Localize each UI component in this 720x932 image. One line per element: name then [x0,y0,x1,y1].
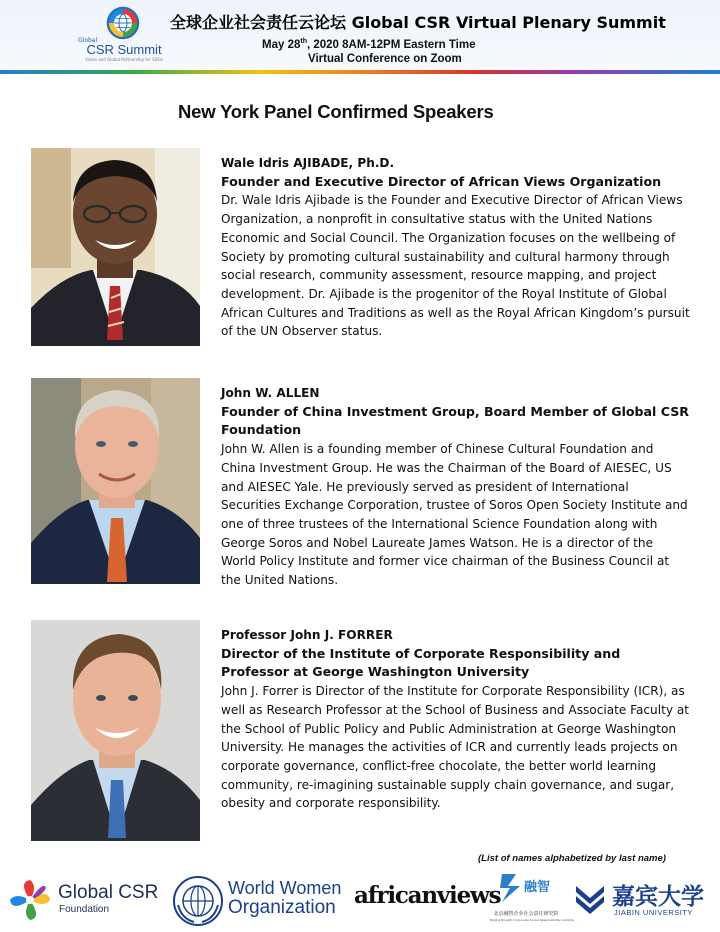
world-women-organization-logo [172,868,344,930]
speaker-role: Founder and Executive Director of African Views Organization [221,173,662,189]
jiabin-en-name: JIABIN UNIVERSITY [614,908,693,917]
jiabin-emblem-icon [572,880,608,916]
date-suffix: th [300,38,307,45]
rongzhi-mark-icon [498,870,524,904]
pinwheel-icon [8,878,52,922]
globe-icon [106,6,140,40]
logo-tagline: Vision and Global Partnership for SDGs [85,57,163,62]
rongzhi-institute-logo [490,868,574,930]
summit-title: 全球企业社会责任云论坛 Global CSR Virtual Plenary Summit [170,13,666,32]
wwo-line-2: Organization [228,897,336,918]
un-wreath-globe-icon [172,875,224,927]
africanviews-logo [354,868,501,930]
date-time: , 2020 8AM-12PM Eastern Time [306,38,476,51]
jiabin-university-logo [572,868,718,930]
jiabin-cn-name: 嘉宾大学 [612,884,704,910]
rongzhi-mark-text: 融智 [524,880,551,895]
global-csr-summit-logo [78,6,168,66]
speaker-role: Founder of China Investment Group, Board Member of Global CSR Foundation [221,403,690,438]
rainbow-divider [0,70,720,74]
section-title: New York Panel Confirmed Speakers [178,101,494,122]
speaker-bio: John J. Forrer is Director of the Institute for Corporate Responsibility (ICR), as well as Research Professor at the School of Business and Associate Faculty at the School of Public Policy and Public Administration at George Washington University. He manages the activities of ICR and currently leads projects on corporate governance, conflict-free chocolate, the better world learning community, re-imagining sustainable supply chain governance, and sugar, obesity and corporate responsibility. [221,684,689,811]
date-day: May 28 [262,38,301,51]
logo-global-label: Global [78,37,98,44]
africanviews-logo-text: africanviews [354,882,501,909]
rongzhi-en-name: Beijing Rongzhi Corporate Social Responsibility Institute [490,918,574,922]
speaker-photo-ajibade [31,148,200,346]
speaker-info-forrer [221,626,691,813]
gcsr-logo-text: Global CSR [58,882,159,903]
page-header [0,0,720,70]
summit-date [262,38,476,51]
speaker-bio: John W. Allen is a founding member of Chinese Cultural Foundation and China Investment Group. He was the Chairman of the Board of AIESEC, US and AIESEC Yale. He previously served as president of International Securities Exchange Corporation, trustee of Soros Open Society Institute and one of three trustees of the International Science Foundation along with George Soros and Nobel Laureate James Watson. He is a director of the World Policy Institute and former vice chairman of the Business Council at the United Nations. [221,442,688,588]
logo-name: CSR Summit [86,42,162,57]
gcsr-logo-sub: Foundation [59,904,110,915]
speaker-name: Professor John J. FORRER [221,628,393,642]
wwo-line-1: World Women [228,878,342,898]
summit-venue: Virtual Conference on Zoom [308,53,462,65]
speaker-info-allen [221,384,691,590]
speaker-name: John W. ALLEN [221,386,320,400]
speaker-photo-forrer [31,620,200,841]
speaker-photo-allen [31,378,200,584]
alphabetized-note: (List of names alphabetized by last name) [478,853,666,864]
speaker-bio: Dr. Wale Idris Ajibade is the Founder and Executive Director of African Views Organization, a nonprofit in consultative status with the United Nations Economic and Social Council. The Organization focuses on the wellbeing of Society by promoting cultural sustainability and cultural harmony through social research, community assessment, resource mapping, and project development. Dr. Ajibade is the progenitor of the Royal Institute of Global African Cultures and Traditions as well as the Royal African Kingdom’s pursuit of the UN Observer status. [221,193,690,339]
speaker-info-ajibade [221,154,691,341]
global-csr-foundation-logo [8,868,160,930]
speaker-name: Wale Idris AJIBADE, Ph.D. [221,156,395,170]
speaker-role: Director of the Institute of Corporate Responsibility and Professor at George Washington University [221,645,621,680]
rongzhi-cn-name: 北京融智企业社会责任研究院 [493,911,559,917]
